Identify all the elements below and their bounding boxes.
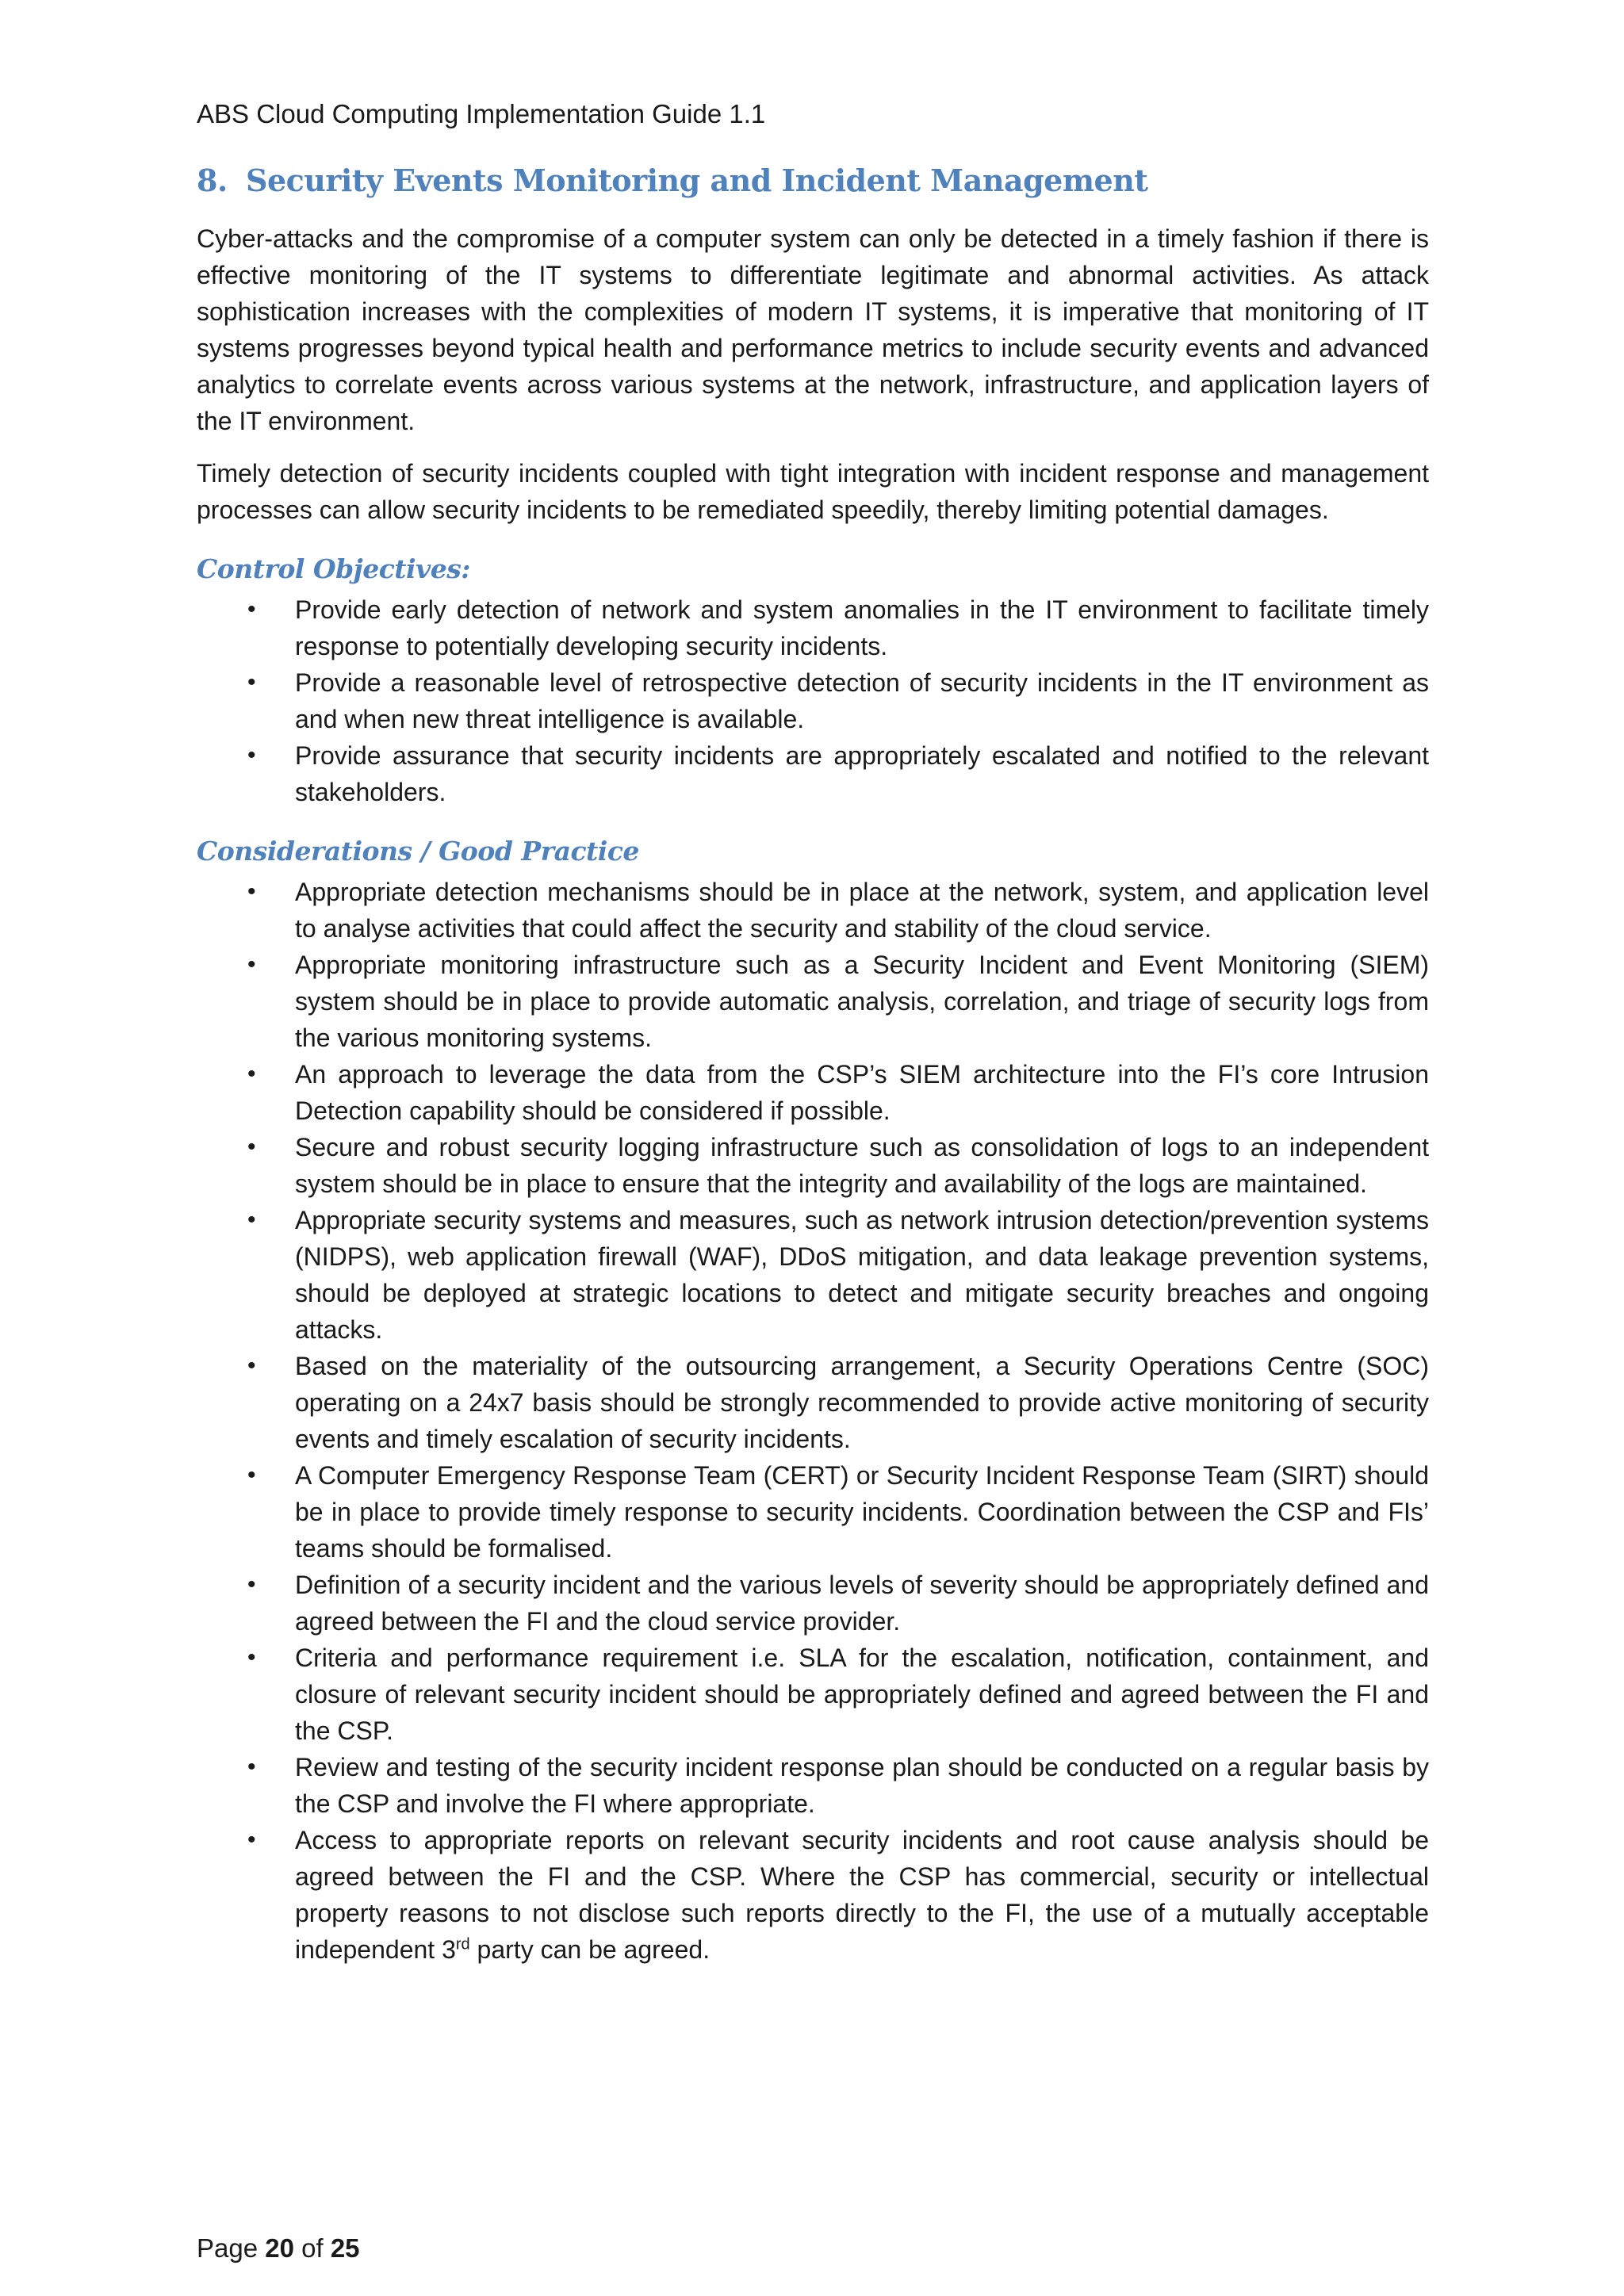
list-item-text: Review and testing of the security incident response plan should be conducted on a regular basis by the CSP and involve the FI where appropriate. xyxy=(295,1753,1429,1818)
page-of-label: of xyxy=(293,2233,331,2263)
list-item-text-end: party can be agreed. xyxy=(469,1935,710,1964)
intro-paragraph-1: Cyber-attacks and the compromise of a computer system can only be detected in a timely fashion if there is effective monitoring of the IT systems to differentiate legitimate and abnormal activities. As attack sophistication increases with the complexities of modern IT systems, it is imperative that monitoring of IT systems progresses beyond typical health and performance metrics to include security events and advanced analytics to correlate events across various systems at the network, infrastructure, and application layers of the IT environment. xyxy=(197,224,1429,435)
list-item-text: Provide a reasonable level of retrospective detection of security incidents in the IT environment as and when new threat intelligence is available. xyxy=(295,668,1429,733)
list-item xyxy=(197,1129,1429,1202)
list-item-text: Provide assurance that security incidents are appropriately escalated and notified to the relevant stakeholders. xyxy=(295,741,1429,806)
current-page-number: 20 xyxy=(265,2233,294,2263)
total-pages-number: 25 xyxy=(330,2233,360,2263)
list-item-text: Appropriate security systems and measures, such as network intrusion detection/prevention systems (NIDPS), web application firewall (WAF), DDoS mitigation, and data leakage prevention systems, should be deployed at strategic locations to detect and mitigate security breaches and ongoing attacks. xyxy=(295,1206,1429,1344)
list-item-text: Appropriate monitoring infrastructure such as a Security Incident and Event Monitoring (SIEM) system should be in place to provide automatic analysis, correlation, and triage of security logs from the various monitoring systems. xyxy=(295,951,1429,1052)
list-item xyxy=(197,1457,1429,1567)
list-item xyxy=(197,874,1429,947)
list-item xyxy=(197,737,1429,810)
bullet-icon: • xyxy=(247,1571,256,1598)
bullet-icon: • xyxy=(247,1061,256,1087)
list-item-text: Provide early detection of network and system anomalies in the IT environment to facilitate timely response to potentially developing security incidents. xyxy=(295,595,1429,660)
section-number: 8. xyxy=(197,163,228,198)
bullet-icon: • xyxy=(247,1644,256,1670)
list-item xyxy=(197,1822,1429,1968)
section-title xyxy=(197,157,1147,205)
bullet-icon: • xyxy=(247,596,256,622)
bullet-icon: • xyxy=(247,1207,256,1233)
considerations-list xyxy=(197,874,1429,1968)
page-footer xyxy=(197,2233,360,2264)
list-item-text: Definition of a security incident and the various levels of severity should be appropriately defined and agreed between the FI and the cloud service provider. xyxy=(295,1571,1429,1636)
bullet-icon: • xyxy=(247,1462,256,1488)
list-item-text: A Computer Emergency Response Team (CERT) or Security Incident Response Team (SIRT) should be in place to provide timely response to security incidents. Coordination between the CSP and FIs’ teams should be formalised. xyxy=(295,1461,1429,1563)
list-item-text: An approach to leverage the data from the CSP’s SIEM architecture into the FI’s core Intrusion Detection capability should be considered if possible. xyxy=(295,1060,1429,1125)
list-item-text xyxy=(295,1826,1429,1964)
control-objectives-list xyxy=(197,591,1429,810)
list-item xyxy=(197,1202,1429,1348)
list-item xyxy=(197,591,1429,664)
bullet-icon: • xyxy=(247,1827,256,1853)
considerations-heading: Considerations / Good Practice xyxy=(197,836,639,867)
bullet-icon: • xyxy=(247,1754,256,1780)
page-content xyxy=(197,220,1429,1984)
page-label: Page xyxy=(197,2233,266,2263)
list-item xyxy=(197,1567,1429,1640)
bullet-icon: • xyxy=(247,951,256,978)
running-header: ABS Cloud Computing Implementation Guide 1.1 xyxy=(197,99,766,128)
list-item-text: Secure and robust security logging infrastructure such as consolidation of logs to an independent system should be in place to ensure that the integrity and availability of the logs are maintained. xyxy=(295,1133,1429,1198)
bullet-icon: • xyxy=(247,1134,256,1160)
list-item-text-main: Access to appropriate reports on relevant security incidents and root cause analysis should be agreed between the FI and the CSP. Where the CSP has commercial, security or intellectual property reasons to not disclose such reports directly to the FI, the use of a mutually acceptable independent 3 xyxy=(295,1826,1429,1964)
list-item xyxy=(197,1640,1429,1749)
bullet-icon: • xyxy=(247,669,256,695)
document-page xyxy=(197,0,1429,2296)
bullet-icon: • xyxy=(247,878,256,905)
control-objectives-heading: Control Objectives: xyxy=(197,553,470,584)
list-item xyxy=(197,947,1429,1056)
list-item xyxy=(197,1749,1429,1822)
ordinal-superscript: rd xyxy=(455,1935,470,1954)
list-item-text: Criteria and performance requirement i.e. SLA for the escalation, notification, containment, and closure of relevant security incident should be appropriately defined and agreed between the FI and the CSP. xyxy=(295,1644,1429,1745)
list-item xyxy=(197,664,1429,737)
list-item xyxy=(197,1056,1429,1129)
bullet-icon: • xyxy=(247,1353,256,1379)
list-item-text: Appropriate detection mechanisms should be in place at the network, system, and application level to analyse activities that could affect the security and stability of the cloud service. xyxy=(295,878,1429,943)
intro-paragraph-2: Timely detection of security incidents coupled with tight integration with incident response and management processes can allow security incidents to be remediated speedily, thereby limiting potential damages. xyxy=(197,459,1429,524)
section-title-text: Security Events Monitoring and Incident Management xyxy=(246,163,1148,198)
bullet-icon: • xyxy=(247,742,256,768)
list-item xyxy=(197,1348,1429,1457)
list-item-text: Based on the materiality of the outsourcing arrangement, a Security Operations Centre (SOC) operating on a 24x7 basis should be strongly recommended to provide active monitoring of security events and timely escalation of security incidents. xyxy=(295,1352,1429,1453)
